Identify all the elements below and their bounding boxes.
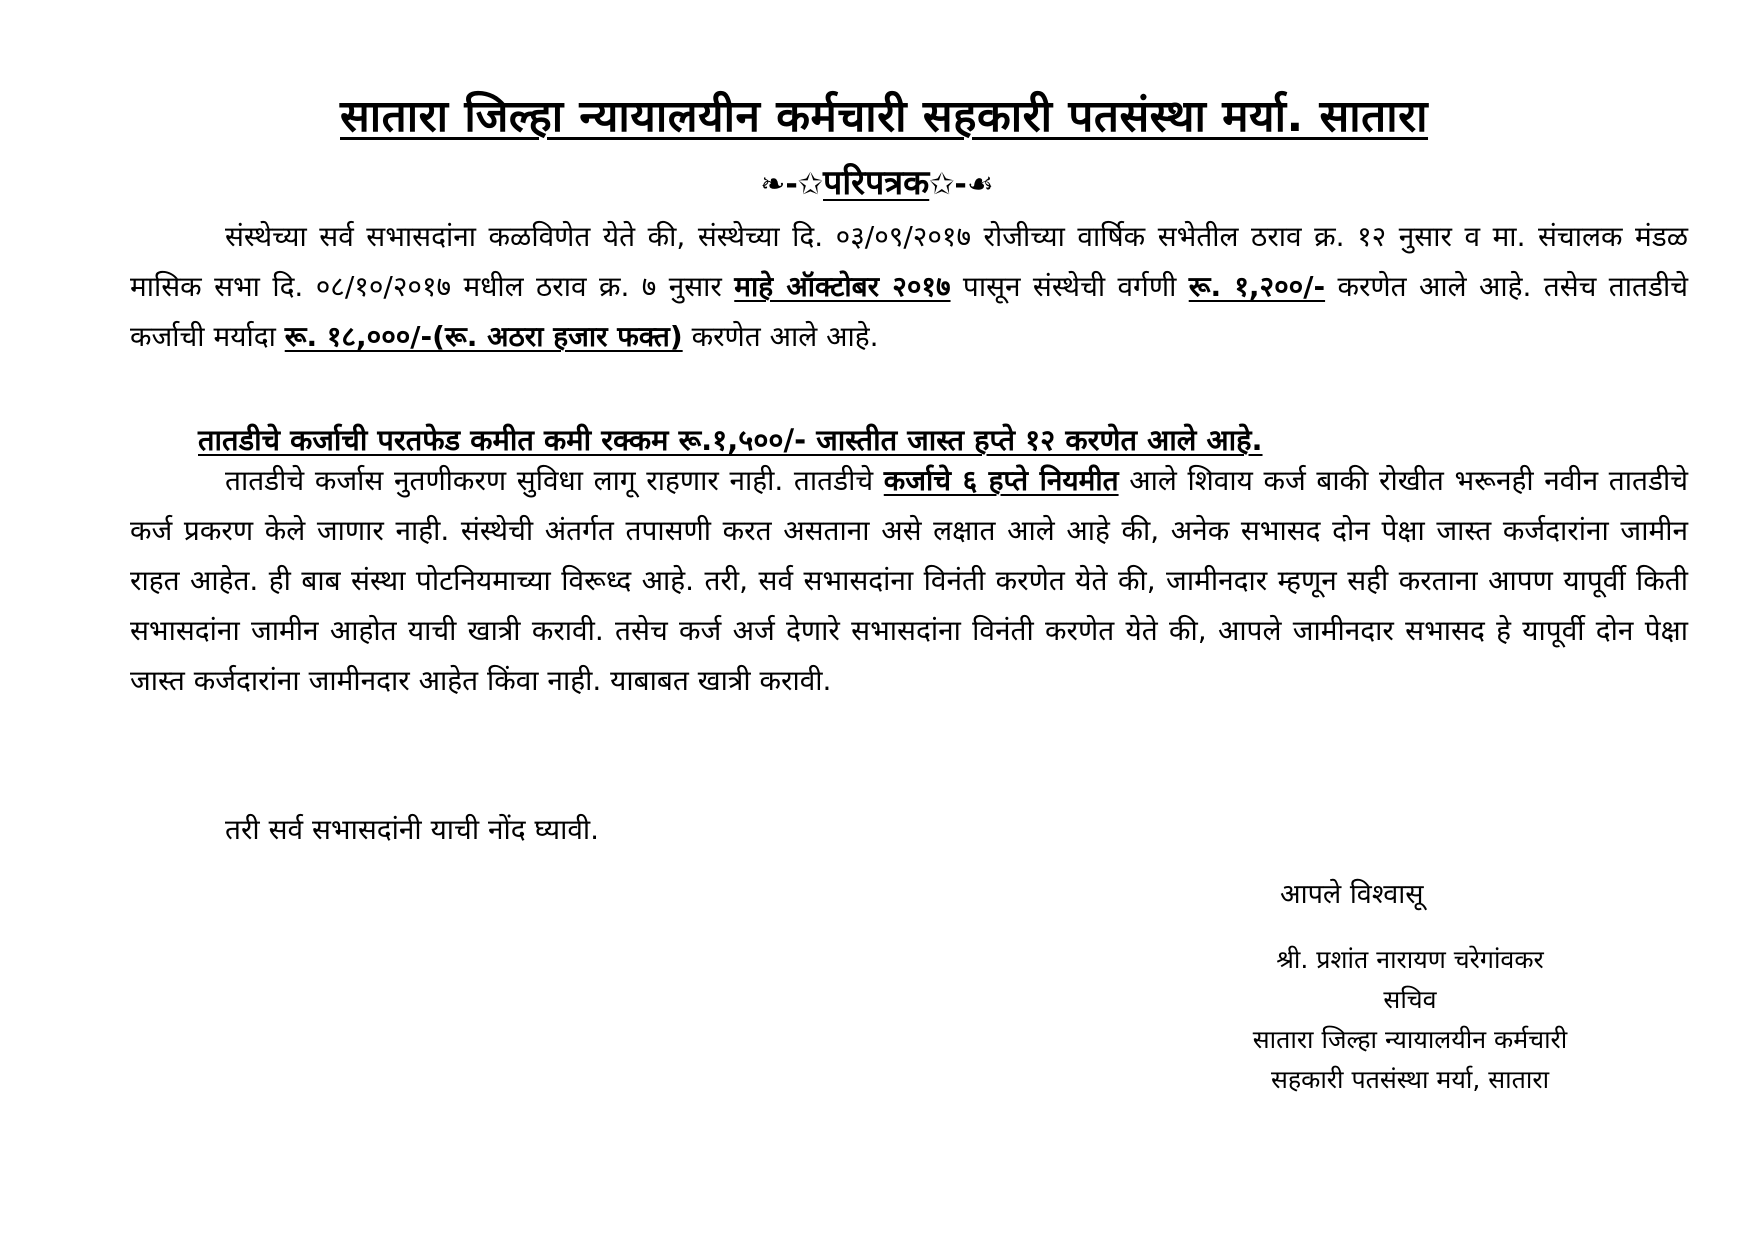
signature-block bbox=[1180, 940, 1640, 1100]
document-subtitle bbox=[0, 158, 1754, 204]
repayment-highlight: तातडीचे कर्जाची परतफेड कमीत कमी रक्कम रू.१,५००/- जास्तीत जास्त हप्ते १२ करणेत आले आहे. bbox=[198, 423, 1263, 457]
signatory-designation: सचिव bbox=[1383, 985, 1437, 1014]
paragraph-2-text-b: आले शिवाय कर्ज बाकी रोखीत भरूनही नवीन तातडीचे कर्ज प्रकरण केले जाणार नाही. संस्थेची अंतर्गत तपासणी करत असताना असे लक्षात आले आहे की, अनेक सभासद दोन पेक्षा जास्त कर्जदारांना जामीन राहत आहेत. ही बाब संस्था पोटनियमाच्या विरूध्द आहे. तरी, सर्व सभासदांना विनंती करणेत येते की, जामीनदार म्हणून सही करताना आपण यापूर्वी किती सभासदांना जामीन आहोत याची खात्री करावी. तसेच कर्ज अर्ज देणारे सभासदांना विनंती करणेत येते की, आपले जामीनदार सभासद हे यापूर्वी दोन पेक्षा जास्त कर्जदारांना जामीनदार आहेत किंवा नाही. याबाबत खात्री करावी. bbox=[130, 464, 1688, 697]
paragraph-1-bold-limit: रू. १८,०००/-(रू. अठरा हजार फक्त) bbox=[284, 320, 683, 353]
paragraph-1-bold-subscription: रू. १,२००/- bbox=[1188, 270, 1326, 303]
ornament-left-icon: ❧-✩ bbox=[760, 167, 824, 202]
closing-salutation: आपले विश्वासू bbox=[1280, 879, 1424, 910]
ornament-right-icon: ✩-☙ bbox=[929, 167, 994, 202]
paragraph-1-text-c: करणेत आले आहे. तसेच तातडीचे कर्जाची मर्यादा bbox=[130, 270, 1688, 353]
paragraph-3-text: तरी सर्व सभासदांनी याची नोंद घ्यावी. bbox=[225, 813, 600, 846]
paragraph-1 bbox=[130, 212, 1688, 362]
paragraph-1-text-d: करणेत आले आहे. bbox=[682, 320, 879, 353]
paragraph-2 bbox=[130, 456, 1688, 706]
signatory-org-line-2: सहकारी पतसंस्था मर्या, सातारा bbox=[1270, 1065, 1550, 1094]
signatory-org-line-1: सातारा जिल्हा न्यायालयीन कर्मचारी bbox=[1252, 1025, 1568, 1054]
paragraph-3 bbox=[130, 805, 1688, 855]
paragraph-1-bold-month: माहे ऑक्टोबर २०१७ bbox=[734, 270, 951, 303]
signatory-name: श्री. प्रशांत नारायण चरेगांवकर bbox=[1276, 945, 1544, 974]
paragraph-1-text-a: संस्थेच्या सर्व सभासदांना कळविणेत येते की, संस्थेच्या दि. ०३/०९/२०१७ रोजीच्या वार्षिक सभेतील ठराव क्र. १२ नुसार व मा. संचालक मंडळ मासिक सभा दि. ०८/१०/२०१७ मधील ठराव क्र. ७ नुसार bbox=[130, 220, 1688, 303]
circular-label: परिपत्रक bbox=[823, 163, 930, 203]
paragraph-1-text-b: पासून संस्थेची वर्गणी bbox=[950, 270, 1189, 303]
document-title: सातारा जिल्हा न्यायालयीन कर्मचारी सहकारी पतसंस्था मर्या. सातारा bbox=[340, 91, 1429, 142]
paragraph-2-text-a: तातडीचे कर्जास नुतणीकरण सुविधा लागू राहणार नाही. तातडीचे bbox=[225, 464, 884, 497]
paragraph-2-bold-installments: कर्जाचे ६ हप्ते नियमीत bbox=[883, 464, 1119, 497]
